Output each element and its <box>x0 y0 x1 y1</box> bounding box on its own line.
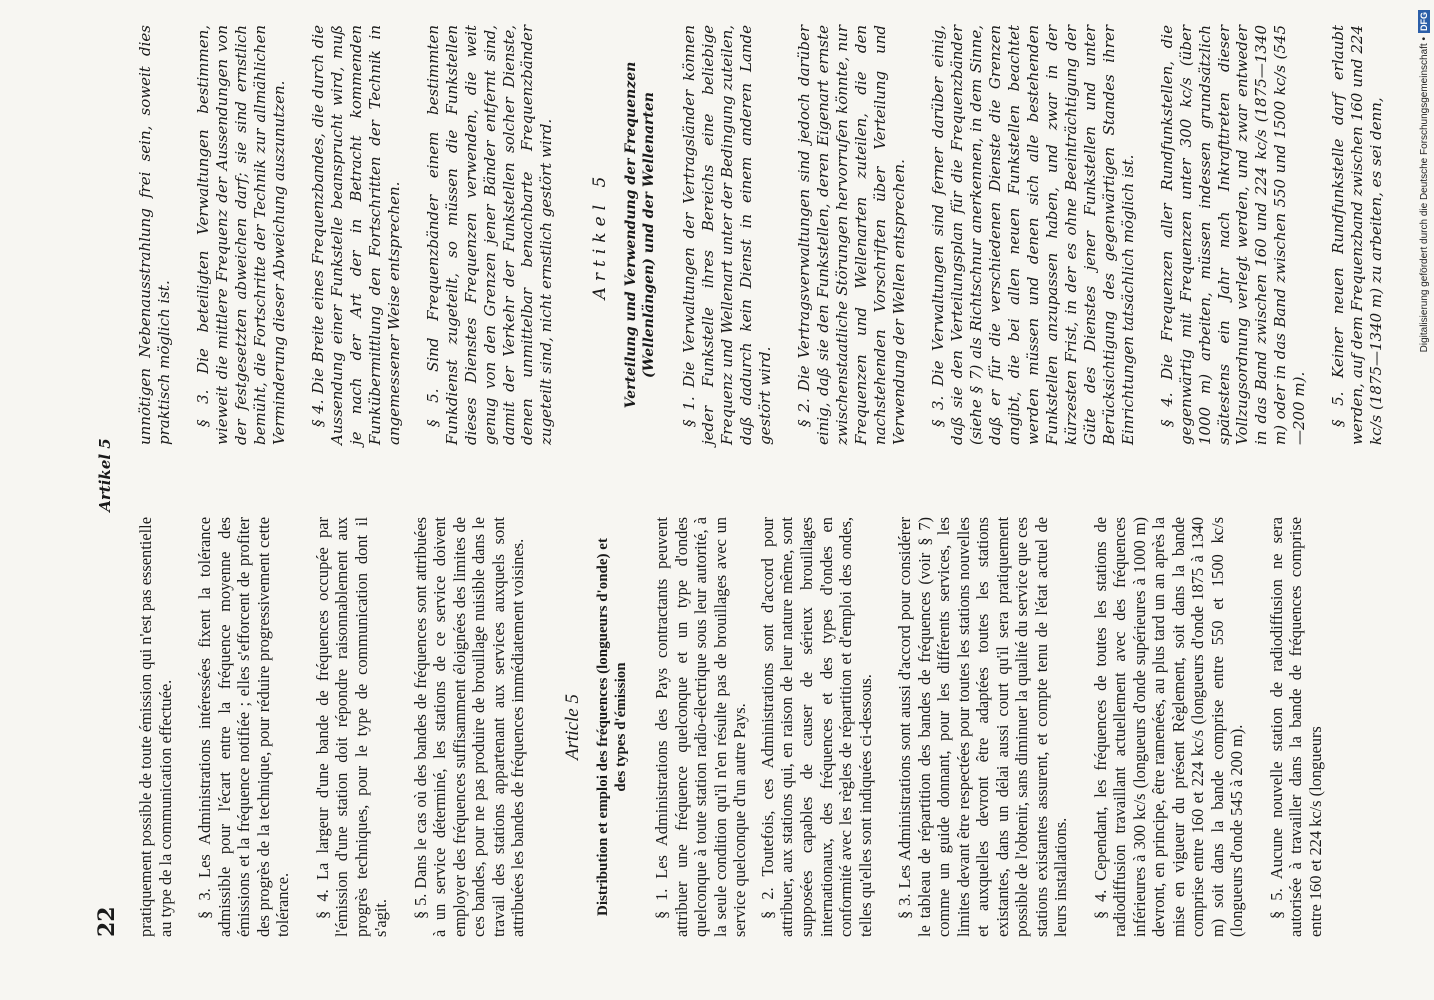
de-paragraph: § 5. Keiner neuen Rundfunkstelle darf erlaubt werden, auf dem Frequenzband zwischen 160 und 224 kc/s (1875—1340 m) zu arbeiten, es sei denn, <box>1329 25 1386 445</box>
stamp-text: Digitalisierung gefördert durch die Deutsche Forschungsgemeinschaft • <box>1419 37 1430 353</box>
de-article-title: Verteilung und Verwendung der Frequenzen (Wellenlängen) und der Wellenarten <box>622 61 658 409</box>
digitization-stamp <box>1418 10 1432 990</box>
fr-paragraph: § 3. Les Administrations sont aussi d'accord pour considérer le tableau de répartition des bandes de fréquences (voir § 7) comme un guide donnant, pour les différents services, les limites devant être respectées pour toutes les stations nouvelles et auxquelles devront être adaptées toutes les stations existantes, dans un délai aussi court qu'il sera pratiquement possible de l'obtenir, sans diminuer la qualité du service que ces stations existantes assurent, et compte tenu de l'état actuel de leurs installations. <box>895 517 1071 937</box>
fr-paragraph: § 4. Cependant, les fréquences de toutes les stations de radiodiffusion travaillant actuellement avec des fréquences inférieures à 300 kc/s (longueurs d'onde supérieures à 1000 m) devront, en principe, être ramenées, au plus tard un an après la mise en vigueur du présent Règlement, soit dans la bande comprise entre 160 et 224 kc/s (longueurs d'onde 1875 à 1340 m) soit dans la bande comprise entre 550 et 1500 kc/s (longueurs d'onde 545 à 200 m). <box>1090 517 1247 937</box>
de-paragraph: unnötigen Nebenausstrahlung frei sein, soweit dies praktisch möglich ist. <box>136 25 173 445</box>
german-column <box>136 25 1434 445</box>
running-head: Artikel 5 <box>96 438 114 512</box>
fr-paragraph: § 1. Les Administrations des Pays contractants peuvent attribuer une fréquence quelconque et un type d'ondes quelconque à toute station radio-électrique sous leur autorité, à la seule condition qu'il n'en résulte pas de brouillages avec un service quelconque d'un autre Pays. <box>652 517 750 937</box>
fr-article-title: Distribution et emploi des fréquences (longueurs d'onde) et des types d'émission <box>595 538 630 916</box>
de-article-heading: Artikel 5 <box>590 170 611 300</box>
page-number: 22 <box>94 906 120 937</box>
fr-article-heading: Article 5 <box>561 694 583 760</box>
fr-paragraph: § 2. Toutefois, ces Administrations sont d'accord pour attribuer, aux stations qui, en raison de leur nature même, sont supposées capables de causer de sérieux brouillages internationaux, des fréquences et des types d'ondes en conformité avec les règles de répartition et d'emploi des ondes, telles qu'elles sont indiquées ci-dessous. <box>757 517 875 937</box>
fr-paragraph: § 3. Les Administrations intéressées fixent la tolérance admissible pour l'écart entre la fréquence moyenne des émissions et la fréquence notifiée ; elles s'efforcent de profiter des progrès de la technique, pour réduire progressivement cette tolérance. <box>195 517 293 937</box>
de-paragraph: § 4. Die Frequenzen aller Rundfunkstellen, die gegenwärtig mit Frequenzen unter 300 kc/s (über 1000 m) arbeiten, müssen indessen grundsätzlich spätestens ein Jahr nach Inkrafttreten dieser Vollzugsordnung verlegt werden, und zwar entweder in das Band zwischen 160 und 224 kc/s (1875—1340 m) oder in das Band zwischen 550 und 1500 kc/s (545—200 m). <box>1157 25 1309 445</box>
french-column <box>136 517 1434 937</box>
fr-paragraph: pratiquement possible de toute émission qui n'est pas essentielle au type de la communication effectuée. <box>136 517 175 937</box>
de-paragraph: § 3. Die Verwaltungen sind ferner darüber einig, daß sie den Verteilungsplan für die Frequenzbänder (siehe § 7) als Richtschnur anerkennen, in dem Sinne, daß er für die verschiedenen Dienste die Grenzen angibt, die bei allen neuen Funkstellen beachtet werden müssen und denen sich alle bestehenden Funkstellen anzupassen haben, und zwar in der kürzesten Frist, in der es ohne Beeinträchtigung der Güte des Dienstes jener Funkstellen und unter Berücksichtigung des gegenwärtigen Standes ihrer Einrichtungen tatsächlich möglich ist. <box>928 25 1137 445</box>
fr-paragraph: § 4. La largeur d'une bande de fréquences occupée par l'émission d'une station doit répondre raisonnablement aux progrès techniques, pour le type de communication dont il s'agit. <box>312 517 391 937</box>
de-paragraph: § 4. Die Breite eines Frequenzbandes, die durch die Aussendung einer Funkstelle beansprucht wird, muß je nach der Art der in Betracht kommenden Funkübermittlung den Fortschritten der Technik in angemessener Weise entsprechen. <box>308 25 403 445</box>
de-paragraph: § 2. Die Vertragsverwaltungen sind jedoch darüber einig, daß sie den Funkstellen, deren Eigenart ernste zwischenstaatliche Störungen hervorrufen könnte, nur Frequenzen und Wellenarten zuteilen, die den nachstehenden Vorschriften über Verteilung und Verwendung der Wellen entsprechen. <box>795 25 908 445</box>
fr-paragraph: § 5. Dans le cas où des bandes de fréquences sont attribuées à un service déterminé, les stations de ce service doivent employer des fréquences suffisamment éloignées des limites de ces bandes, pour ne pas produire de brouillage nuisible dans le travail des stations appartenant aux services auxquels sont attribuées les bandes de fréquences immédiatement voisines. <box>410 517 528 937</box>
scanned-page <box>90 5 1434 945</box>
de-paragraph: § 1. Die Verwaltungen der Vertragsländer können jeder Funkstelle ihres Bereichs eine beliebige Frequenz und Wellenart unter der Bedingung zuteilen, daß dadurch kein Dienst in einem anderen Lande gestört wird. <box>680 25 775 445</box>
fr-paragraph: § 5. Aucune nouvelle station de radiodiffusion ne sera autorisée à travailler dans la bande de fréquences comprise entre 160 et 224 kc/s (longueurs <box>1266 517 1325 937</box>
dfg-logo-icon: DFG <box>1419 12 1429 31</box>
de-paragraph: § 5. Sind Frequenzbänder einem bestimmten Funkdienst zugeteilt, so müssen die Funkstellen dieses Dienstes Frequenzen verwenden, die weit genug von den Grenzen jener Bänder entfernt sind, damit der Verkehr der Funkstellen solcher Dienste, denen unmittelbar benachbarte Frequenzbänder zugeteilt sind, nicht ernstlich gestört wird. <box>423 25 556 445</box>
de-paragraph: § 3. Die beteiligten Verwaltungen bestimmen, wieweit die mittlere Frequenz der Aussendungen von der festgesetzten abweichen darf; sie sind ernstlich bemüht, die Fortschritte der Technik zur allmählichen Verminderung dieser Abweichung auszunutzen. <box>193 25 288 445</box>
